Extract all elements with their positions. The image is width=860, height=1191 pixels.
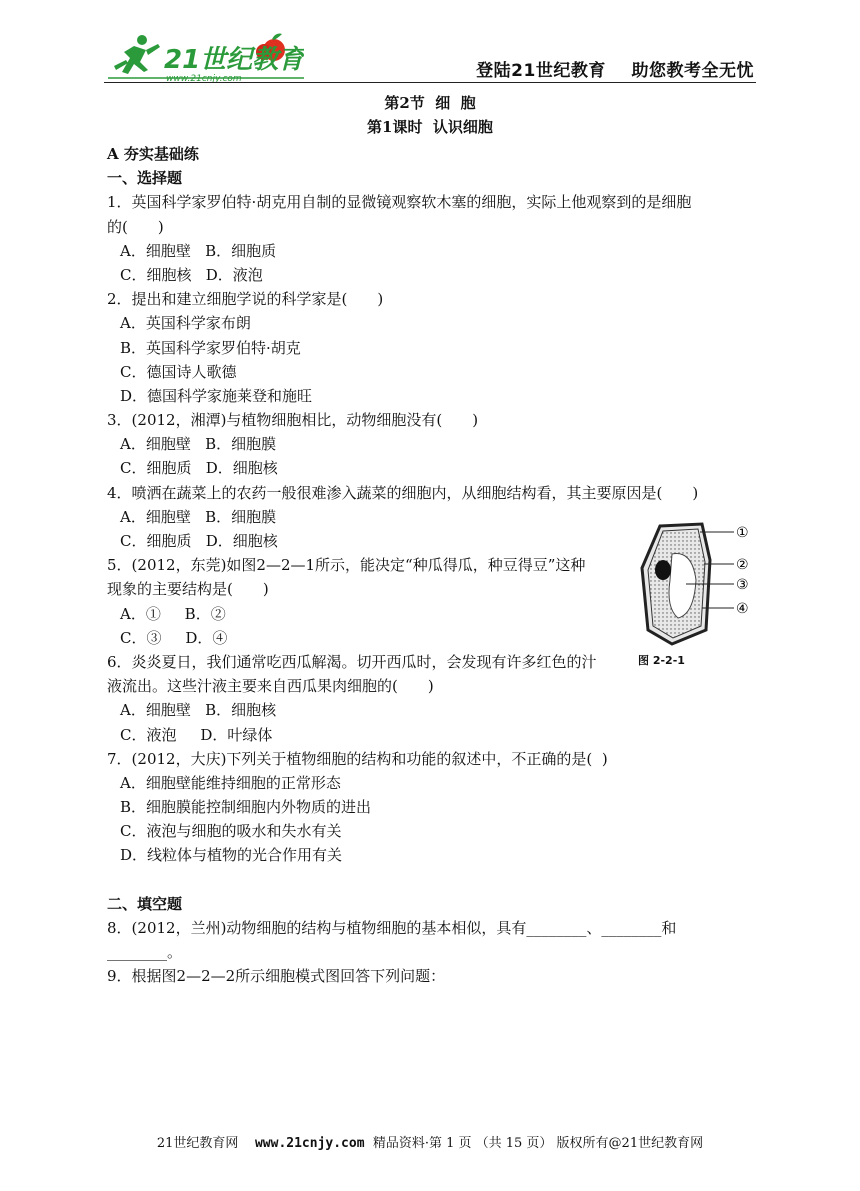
section-title: 第2节 细 胞 [384,94,476,112]
footer-right: 精品资料·第 1 页 （共 15 页） 版权所有@21世纪教育网 [372,1136,704,1151]
q2-option-c: C．德国诗人歌德 [120,362,237,381]
q5-options-cd: C．③ D．④ [120,628,228,647]
q7-option-d: D．线粒体与植物的光合作用有关 [120,846,343,865]
q6-options-ab: A．细胞壁 B．细胞核 [120,701,277,720]
header-slogan: 登陆21世纪教育 助您教考全无忧 [476,61,754,81]
q1-stem-line1: 1．英国科学家罗伯特·胡克用自制的显微镜观察软木塞的细胞，实际上他观察到的是细胞 [107,193,692,212]
q3-stem: 3．(2012，湘潭)与植物细胞相比，动物细胞没有( ) [107,411,479,430]
q5-options-ab: A．① B．② [120,604,226,623]
footer-site: www.21cnjy.com [254,1136,365,1151]
q4-stem: 4．喷洒在蔬菜上的农药一般很难渗入蔬菜的细胞内，从细胞结构看，其主要原因是( ) [107,483,699,502]
plant-cell-diagram [630,520,760,650]
figure-label-4: ④ [736,601,749,617]
q3-options-ab: A．细胞壁 B．细胞膜 [120,435,277,454]
plant-cell-figure [630,520,760,665]
figure-label-3: ③ [736,577,749,593]
q2-option-b: B．英国科学家罗伯特·胡克 [120,338,301,357]
q9-stem: 9．根据图2—2—2所示细胞模式图回答下列问题： [107,967,446,986]
lesson-title: 第1课时 认识细胞 [367,118,493,136]
part-a-heading: A 夯实基础练 [107,145,199,163]
logo-graphic [104,30,304,84]
section2-heading: 二、填空题 [107,894,183,913]
page-footer [0,1132,860,1151]
q2-option-a: A．英国科学家布朗 [120,314,251,333]
logo [104,30,304,84]
q4-options-cd: C．细胞质 D．细胞核 [120,532,278,550]
section1-heading: 一、选择题 [107,169,183,188]
q5-stem-line2: 现象的主要结构是( ) [107,580,269,599]
q2-stem: 2．提出和建立细胞学说的科学家是( ) [107,290,384,309]
q6-options-cd: C．液泡 D．叶绿体 [120,725,273,744]
logo-text: 21世纪教育 [164,45,304,75]
figure-label-2: ② [736,557,749,573]
q1-stem-line2: 的( ) [107,217,164,236]
q8-stem-line2: ________。 [107,943,183,962]
q8-stem-line1: 8．(2012，兰州)动物细胞的结构与植物细胞的基本相似，具有________、________和 [107,919,677,937]
figure-caption: 图 2-2-1 [638,654,685,667]
q2-option-d: D．德国科学家施莱登和施旺 [120,386,313,405]
footer-left: 21世纪教育网 [156,1136,239,1151]
q7-stem: 7．(2012，大庆)下列关于植物细胞的结构和功能的叙述中，不正确的是( ) [107,749,608,768]
q5-stem-line1: 5．(2012，东莞)如图2—2—1所示，能决定“种瓜得瓜，种豆得豆”这种 [107,556,586,575]
q6-stem-line1: 6．炎炎夏日，我们通常吃西瓜解渴。切开西瓜时，会发现有许多红色的汁 [107,652,597,671]
nucleus [655,560,671,580]
figure-label-1: ① [736,525,749,541]
q7-option-a: A．细胞壁能维持细胞的正常形态 [120,773,341,792]
q4-options-ab: A．细胞壁 B．细胞膜 [120,507,277,526]
q3-options-cd: C．细胞质 D．细胞核 [120,459,278,478]
q6-stem-line2: 液流出。这些汁液主要来自西瓜果肉细胞的( ) [107,677,434,696]
q7-option-c: C．液泡与细胞的吸水和失水有关 [120,822,342,841]
logo-url: www.21cnjy.com [166,74,242,84]
q1-options-cd: C．细胞核 D．液泡 [120,265,263,284]
runner-icon [114,35,160,74]
q1-options-ab: A．细胞壁 B．细胞质 [120,241,277,260]
q7-option-b: B．细胞膜能控制细胞内外物质的进出 [120,798,372,817]
header-divider [104,82,756,83]
